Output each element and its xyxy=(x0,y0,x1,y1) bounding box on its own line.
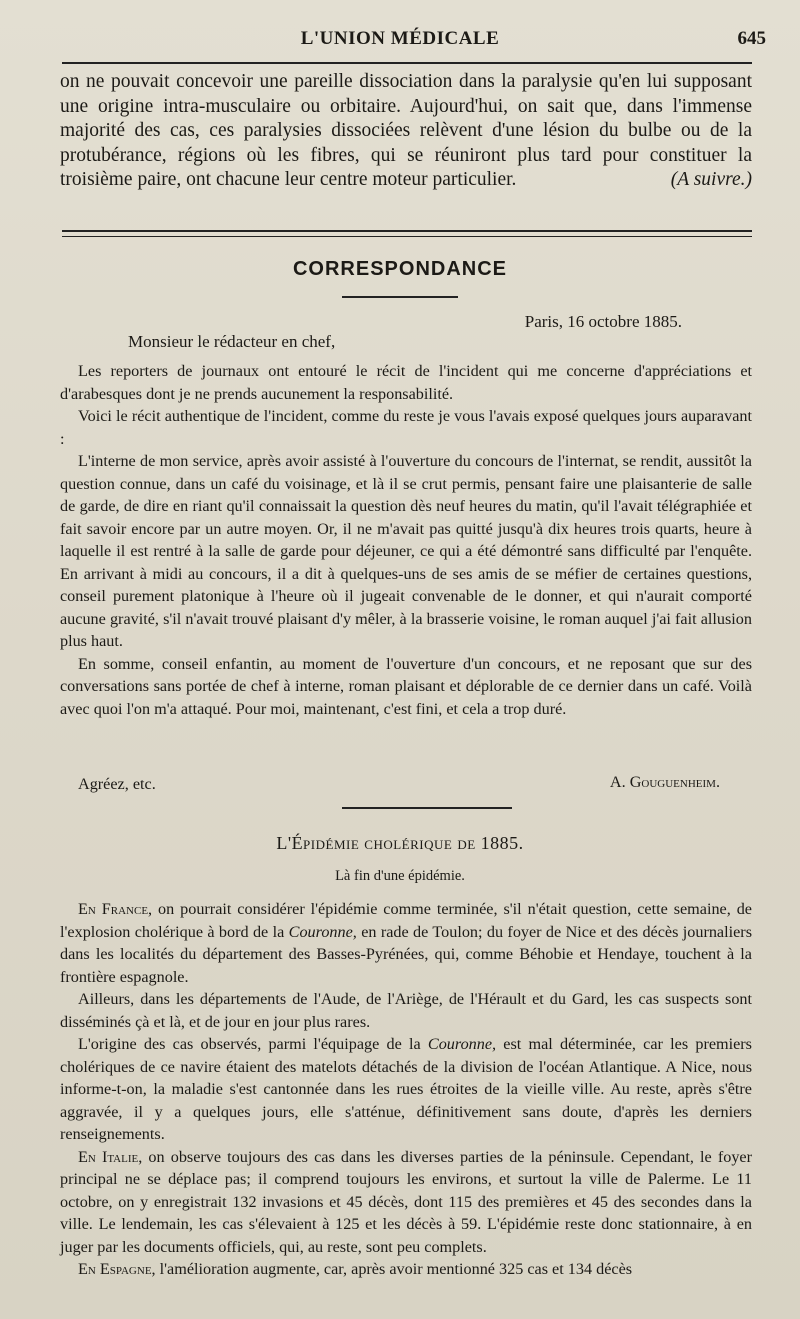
ship-name: Couronne, xyxy=(288,922,357,941)
correspondance-heading: CORRESPONDANCE xyxy=(292,258,508,280)
section-rule-bottom xyxy=(62,236,752,237)
letter-paragraph: Voici le récit authentique de l'incident, comme du reste je vous l'avais exposé quelques jours auparavant : xyxy=(60,407,752,448)
letter-body xyxy=(60,360,752,720)
ship-name: Couronne, xyxy=(427,1035,497,1053)
journal-title: L'UNION MÉDICALE xyxy=(300,28,500,49)
epidemic-paragraph-ailleurs: Ailleurs, dans les départements de l'Aude, de l'Ariège, de l'Hérault et du Gard, les cas suspects sont disséminés çà et là, et de jour en jour plus rares. xyxy=(60,990,752,1031)
continued-paragraph xyxy=(60,70,752,193)
letter-salutation: Monsieur le rédacteur en chef, xyxy=(128,332,336,351)
section-rule-top xyxy=(62,230,752,232)
epidemic-paragraph-origine: L'origine des cas observés, parmi l'équipage de la Couronne, est mal déterminée, car les premiers cholériques de ce navire étaient des matelots détachés de la division de l'océan Atlantique. A Nice, nous informe-t-on, la maladie s'est cantonnée dans les rues étroites de la vieille ville. Au reste, après s'être aggravée, il y a quelques jours, elle s'atténue, définitivement sans doute, d'après les derniers renseignements. xyxy=(60,1035,752,1143)
page-number: 645 xyxy=(737,28,766,49)
letter-paragraph: L'interne de mon service, après avoir assisté à l'ouverture du concours de l'internat, se rendit, aussitôt la question connue, dans un café du voisinage, et là il se crut permis, pensant faire une plaisanterie de salle de garde, de dire en riant qu'il connaissait la question dès neuf heures du matin, qu'il l'avait télégraphiée et fait savoir encore par un autre moyen. Or, il ne m'avait pas quitté jusqu'à dix heures trois quarts, heure à laquelle il est rentré à la salle de garde pour déjeuner, ce qui a été démontré sans difficulté par l'enquête. En arrivant à midi au concours, il a dit à quelques-uns de ses amis de se méfier de certaines questions, conseil purement platonique à l'heure où il jugeait convenable de le donner, et qui n'aurait comporté aucune gravité, s'il n'avait trouvé plaisant d'y mêler, à la brasserie voisine, le roman auquel j'ai fait allusion plus haut. xyxy=(60,452,752,650)
country-lead: En Italie, xyxy=(78,1147,143,1166)
continued-text: on ne pouvait concevoir une pareille dissociation dans la paralysie qu'en lui supposant une origine intra-musculaire ou orbitaire. Aujourd'hui, on sait que, dans l'immense majorité des cas, ces paralysies dissociées relèvent d'une lésion du bulbe ou de la protubérance, régions où les fibres, qui se réuniront plus tard pour constituer la troisième paire, ont chacune leur centre moteur particulier. xyxy=(60,71,752,190)
header-rule xyxy=(62,62,752,64)
heading-underline xyxy=(342,296,458,298)
letter-paragraph: Les reporters de journaux ont entouré le récit de l'incident qui me concerne d'appréciations et d'arabesques dont je ne prends aucunement la responsabilité. xyxy=(60,362,752,403)
epidemic-paragraph-italie: En Italie, on observe toujours des cas dans les diverses parties de la péninsule. Cependant, le foyer principal ne se déplace pas; il comprend toujours les environs, et surtout la ville de Palerme. Le 11 octobre, on y enregistrait 132 invasions et 45 décès, dont 115 des premières et 45 des secondes dans la ville. Le lendemain, les cas s'élevaient à 125 et les décès à 59. L'épidémie reste donc stationnaire, à en juger par les documents officiels, qui, au reste, sont peu complets. xyxy=(60,1147,752,1256)
epidemic-heading: L'Épidémie cholérique de 1885. xyxy=(276,833,524,853)
country-lead: En Espagne, xyxy=(78,1260,156,1278)
letter-signoff: Agréez, etc. xyxy=(78,775,156,793)
running-head xyxy=(0,28,800,58)
letter-signature: A. Gouguenheim. xyxy=(609,773,720,791)
epidemic-paragraph-france: En France, on pourrait considérer l'épidémie comme terminée, s'il n'était question, cette semaine, de l'explosion cholérique à bord de la Couronne, en rade de Toulon; du foyer de Nice et des décès journaliers dans les localités du département des Basses-Pyrénées, qui, comme Béhobie et Hendaye, touchent à la frontière espagnole. xyxy=(60,900,752,986)
epidemic-paragraph-espagne: En Espagne, l'amélioration augmente, car, après avoir mentionné 325 cas et 134 décès xyxy=(78,1260,633,1278)
article-separator xyxy=(342,807,512,809)
country-lead: En France, xyxy=(78,900,153,918)
continued-article xyxy=(60,70,752,193)
epidemic-subheading: Là fin d'une épidémie. xyxy=(335,868,465,884)
letter-dateline: Paris, 16 octobre 1885. xyxy=(524,312,682,331)
epidemic-body xyxy=(60,898,752,1281)
letter-paragraph: En somme, conseil enfantin, au moment de l'ouverture d'un concours, et ne reposant que sur des conversations sans portée de chef à interne, roman plaisant et déplorable de ce dernier dans un café. Voilà avec quoi l'on m'a attaqué. Pour moi, maintenant, c'est fini, et cela a trop duré. xyxy=(60,654,752,718)
to-be-continued: (A suivre.) xyxy=(670,169,752,190)
